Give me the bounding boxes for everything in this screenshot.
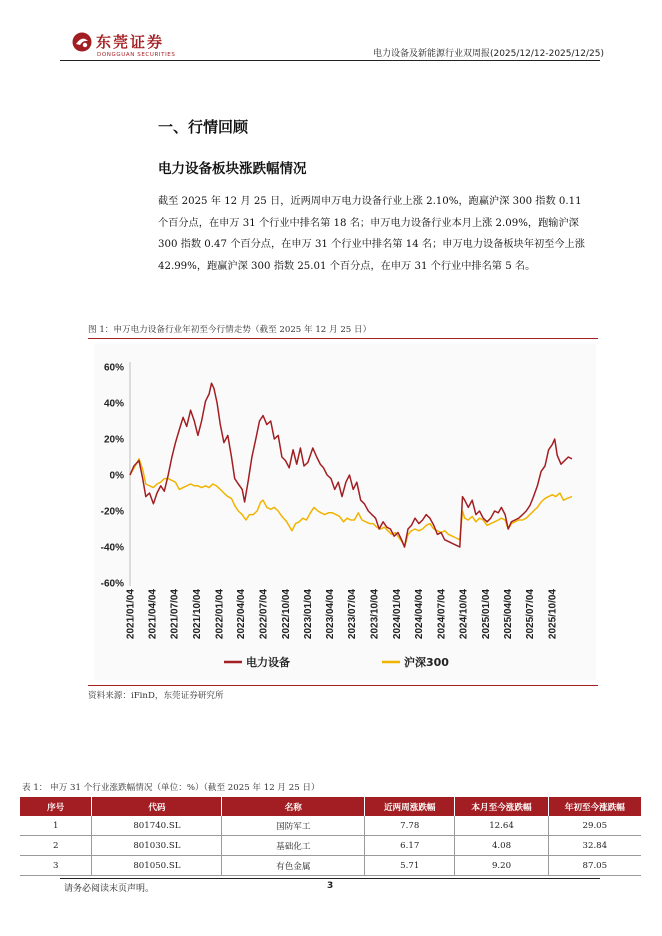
footer-disclaimer: 请务必阅读末页声明。: [64, 884, 155, 894]
x-tick-label: 2025/10/04: [547, 589, 559, 640]
y-tick-label: 20%: [103, 434, 124, 446]
x-tick-label: 2021/07/04: [169, 589, 181, 640]
x-tick-label: 2022/10/04: [280, 589, 292, 640]
column-header: 名称: [222, 797, 365, 816]
x-tick-label: 2023/04/04: [325, 589, 337, 640]
y-tick-label: 40%: [103, 398, 124, 410]
x-tick-label: 2025/07/04: [525, 589, 537, 640]
column-header: 代码: [92, 797, 222, 816]
table-cell: 12.64: [455, 816, 548, 836]
body-paragraph: 截至 2025 年 12 月 25 日，近两周申万电力设备行业上涨 2.10%，跑赢沪深 300 指数 0.11 个百分点，在申万 31 个行业中排名第 18 名；申万电力设备行业本月上涨 2.09%，跑输沪深 300 指数 0.47 个百分点，在申万 31 个行业中排名第 14 名；申万电力设备板块年初至今上涨 42.99%，跑赢沪深 300 指数 25.01 个百分点，在申万 31 个行业中排名第 5 名。: [158, 196, 585, 272]
line-chart: [94, 344, 596, 680]
section-title: 一、行情回顾: [158, 118, 249, 136]
x-tick-label: 2023/07/04: [347, 589, 359, 640]
x-tick-label: 2021/04/04: [147, 589, 159, 640]
table-cell: 2: [20, 836, 92, 856]
footer-divider: [60, 878, 600, 879]
industry-ranking-table: [20, 797, 641, 876]
brand-name: 东莞证券: [96, 33, 165, 51]
table-cell: 801050.SL: [92, 856, 222, 876]
x-tick-label: 2024/04/04: [414, 589, 426, 640]
table-cell: 有色金属: [222, 856, 365, 876]
figure-bottom-rule: [88, 685, 598, 686]
column-header: 本月至今涨跌幅: [455, 797, 548, 816]
series-line: [130, 459, 572, 547]
brand-logo-icon: [72, 32, 92, 52]
page-number: 3: [327, 881, 334, 891]
y-tick-label: 60%: [103, 362, 124, 374]
x-tick-label: 2022/07/04: [258, 589, 270, 640]
table-header-row: [20, 797, 641, 816]
table-cell: 4.08: [455, 836, 548, 856]
table-cell: 32.84: [548, 836, 641, 856]
x-tick-label: 2024/07/04: [436, 589, 448, 640]
x-tick-label: 2025/04/04: [503, 589, 515, 640]
y-tick-label: -20%: [100, 506, 124, 518]
figure-top-rule: [88, 338, 598, 339]
table-cell: 9.20: [455, 856, 548, 876]
brand-name-en: DONGGUAN SECURITIES: [97, 52, 176, 58]
column-header: 近两周涨跌幅: [365, 797, 455, 816]
table-cell: 5.71: [365, 856, 455, 876]
header-divider: [60, 60, 600, 61]
x-tick-label: 2024/10/04: [458, 589, 470, 640]
x-tick-label: 2023/10/04: [369, 589, 381, 640]
legend-label: 电力设备: [246, 656, 290, 669]
table-row: [20, 816, 641, 836]
table-caption: 表 1： 申万 31 个行业涨跌幅情况（单位：%）（截至 2025 年 12 月 25 日）: [22, 783, 320, 793]
table-cell: 801030.SL: [92, 836, 222, 856]
x-tick-label: 2024/01/04: [392, 589, 404, 640]
legend-label: 沪深300: [404, 656, 449, 669]
figure-caption: 图 1：申万电力设备行业年初至今行情走势（截至 2025 年 12 月 25 日）: [88, 325, 372, 335]
y-tick-label: -60%: [100, 578, 124, 590]
subsection-title: 电力设备板块涨跌幅情况: [158, 161, 307, 177]
y-tick-label: -40%: [100, 542, 124, 554]
table-cell: 87.05: [548, 856, 641, 876]
table-cell: 基础化工: [222, 836, 365, 856]
table-cell: 29.05: [548, 816, 641, 836]
column-header: 序号: [20, 797, 92, 816]
table-cell: 6.17: [365, 836, 455, 856]
x-tick-label: 2022/01/04: [214, 589, 226, 640]
x-tick-label: 2022/04/04: [236, 589, 248, 640]
table-cell: 1: [20, 816, 92, 836]
x-tick-label: 2023/01/04: [303, 589, 315, 640]
x-tick-label: 2025/01/04: [481, 589, 493, 640]
report-title: 电力设备及新能源行业双周报(2025/12/12-2025/12/25): [372, 49, 604, 59]
table-cell: 801740.SL: [92, 816, 222, 836]
table-row: [20, 856, 641, 876]
table-cell: 国防军工: [222, 816, 365, 836]
table-cell: 3: [20, 856, 92, 876]
figure-source: 资料来源：iFinD，东莞证券研究所: [88, 691, 224, 701]
table-cell: 7.78: [365, 816, 455, 836]
y-tick-label: 0%: [109, 470, 124, 482]
x-tick-label: 2021/01/04: [125, 589, 137, 640]
column-header: 年初至今涨跌幅: [548, 797, 641, 816]
table-row: [20, 836, 641, 856]
x-tick-label: 2021/10/04: [191, 589, 203, 640]
